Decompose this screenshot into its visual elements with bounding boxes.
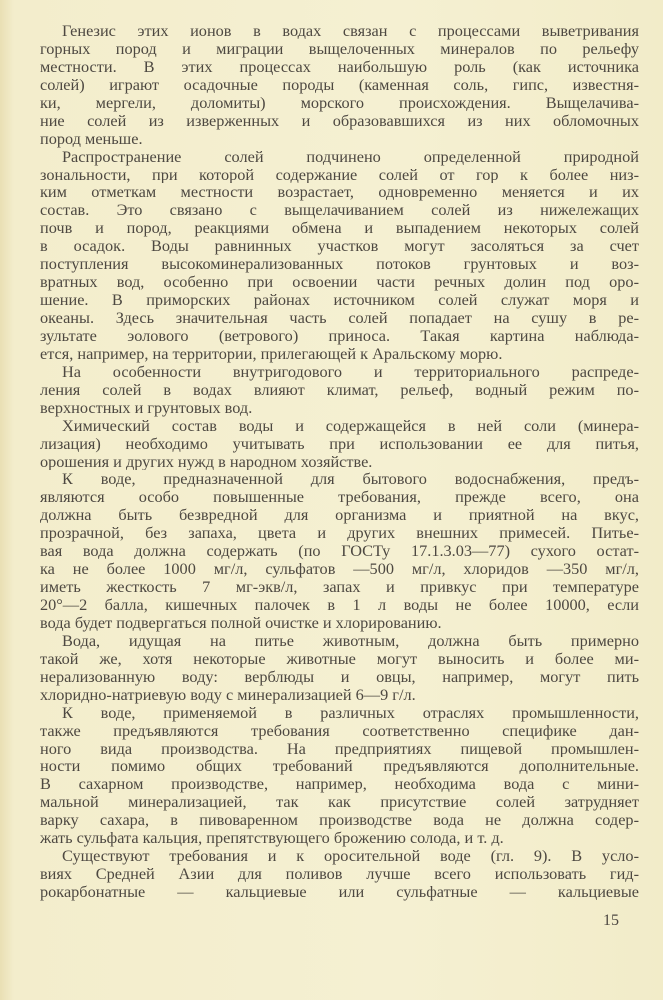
text-line: лизация) необходимо учитывать при использовании ее для питья, [40, 434, 639, 453]
text-line: являются особо повышенные требования, прежде всего, она [40, 488, 639, 507]
text-line: должна быть безвредной для организма и приятной на вкус, [40, 506, 639, 525]
text-line: зональности, при которой содержание солей от гор к более низ- [40, 165, 639, 184]
text-line: иметь жесткость 7 мг-экв/л, запах и привкус при температуре [40, 578, 639, 596]
text-line: ка не более 1000 мг/л, сульфатов —500 мг/л, хлоридов —350 мг/л, [40, 560, 639, 579]
text-line: 20°—2 балла, кишечных палочек в 1 л воды не более 10000, если [40, 596, 639, 614]
text-line: ности помимо общих требований предъявляются дополнительные. [40, 757, 639, 776]
paragraph [40, 363, 639, 417]
paragraph [40, 847, 639, 901]
text-line: виях Средней Азии для поливов лучше всего использовать гид- [40, 865, 639, 883]
paragraph [40, 470, 639, 631]
text-line: нерализованную воду: верблюды и овцы, например, могут пить [40, 667, 639, 686]
paragraph [40, 417, 639, 471]
text-line: В сахарном производстве, например, необходима вода с мини- [40, 775, 639, 794]
text-line: К воде, применяемой в различных отраслях промышленности, [62, 703, 639, 722]
text-line: поступления высокоминерализованных потоков грунтовых и воз- [40, 255, 639, 274]
text-line: местности. В этих процессах наибольшую роль (как источника [40, 57, 639, 76]
text-line: горных пород и миграции выщелоченных минералов по рельефу [40, 39, 639, 58]
text-line: в осадок. Воды равнинных участков могут засоляться за счет [40, 237, 639, 256]
text-line: К воде, предназначенной для бытового водоснабжения, предъ- [62, 470, 639, 489]
text-line: жать сульфата кальция, препятствующего брожению солода, и т. д. [40, 829, 504, 848]
paragraph [40, 148, 639, 363]
text-line: ного вида производства. На предприятиях пищевой промышлен- [40, 739, 639, 758]
text-line: Существуют требования и к оросительной воде (гл. 9). В усло- [62, 847, 639, 866]
text-line: прозрачной, без запаха, цвета и других внешних примесей. Питье- [40, 524, 639, 543]
text-line: ки, мергели, доломиты) морского происхождения. Выщелачива- [40, 93, 639, 112]
text-line: также предъявляются требования соответственно специфике дан- [40, 721, 639, 740]
text-line: солей) играют осадочные породы (каменная соль, гипс, известня- [40, 75, 639, 94]
text-line: шение. В приморских районах источником солей служат моря и [40, 291, 639, 309]
text-line: Вода, идущая на питье животным, должна быть примерно [62, 631, 639, 650]
text-line: океаны. Здесь значительная часть солей попадает на сушу в ре- [40, 309, 639, 327]
text-line: верхностных и грунтовых вод. [40, 398, 253, 417]
text-line: ется, например, на территории, прилегающей к Аральскому морю. [40, 344, 503, 363]
text-line: хлоридно-натриевую воду с минерализацией 6—9 г/л. [40, 685, 416, 704]
text-line: ким отметкам местности возрастает, одновременно меняется и их [40, 183, 639, 202]
text-line: варку сахара, в пивоваренном производстве вода не должна содер- [40, 811, 639, 830]
page-number: 15 [603, 912, 619, 929]
text-line: Генезис этих ионов в водах связан с процессами выветривания [62, 22, 639, 40]
text-line: такой же, хотя некоторые животные могут выносить и более ми- [40, 649, 639, 668]
text-line: вода будет подвергаться полной очистке и хлорированию. [40, 613, 442, 632]
text-line: ления солей в водах влияют климат, рельеф, водный режим по- [40, 380, 639, 399]
text-line: Распространение солей подчинено определенной природной [62, 147, 639, 166]
text-line: состав. Это связано с выщелачиванием солей из нижележащих [40, 201, 639, 220]
text-line: пород меньше. [40, 129, 143, 148]
paragraph [40, 704, 639, 848]
text-line: орошения и других нужд в народном хозяйстве. [40, 452, 373, 471]
text-line: ние солей из изверженных и образовавшихся из них обломочных [40, 111, 639, 130]
text-line: почв и пород, реакциями обмена и выпадением некоторых солей [40, 219, 639, 238]
text-line: зультате эолового (ветрового) приноса. Такая картина наблюда- [40, 326, 639, 345]
text-line: вратных вод, особенно при освоении части речных долин под оро- [40, 273, 639, 292]
text-line: На особенности внутригодового и территориального распреде- [62, 362, 639, 381]
paragraph [40, 632, 639, 704]
text-line: Химический состав воды и содержащейся в ней соли (минера- [62, 416, 639, 435]
text-line: вая вода должна содержать (по ГОСТу 17.1.3.03—77) сухого остат- [40, 542, 639, 561]
text-line: мальной минерализацией, так как присутствие солей затрудняет [40, 793, 639, 812]
page-body [40, 22, 639, 901]
paragraph [40, 22, 639, 148]
text-line: рокарбонатные — кальциевые или сульфатные — кальциевые [40, 883, 639, 901]
